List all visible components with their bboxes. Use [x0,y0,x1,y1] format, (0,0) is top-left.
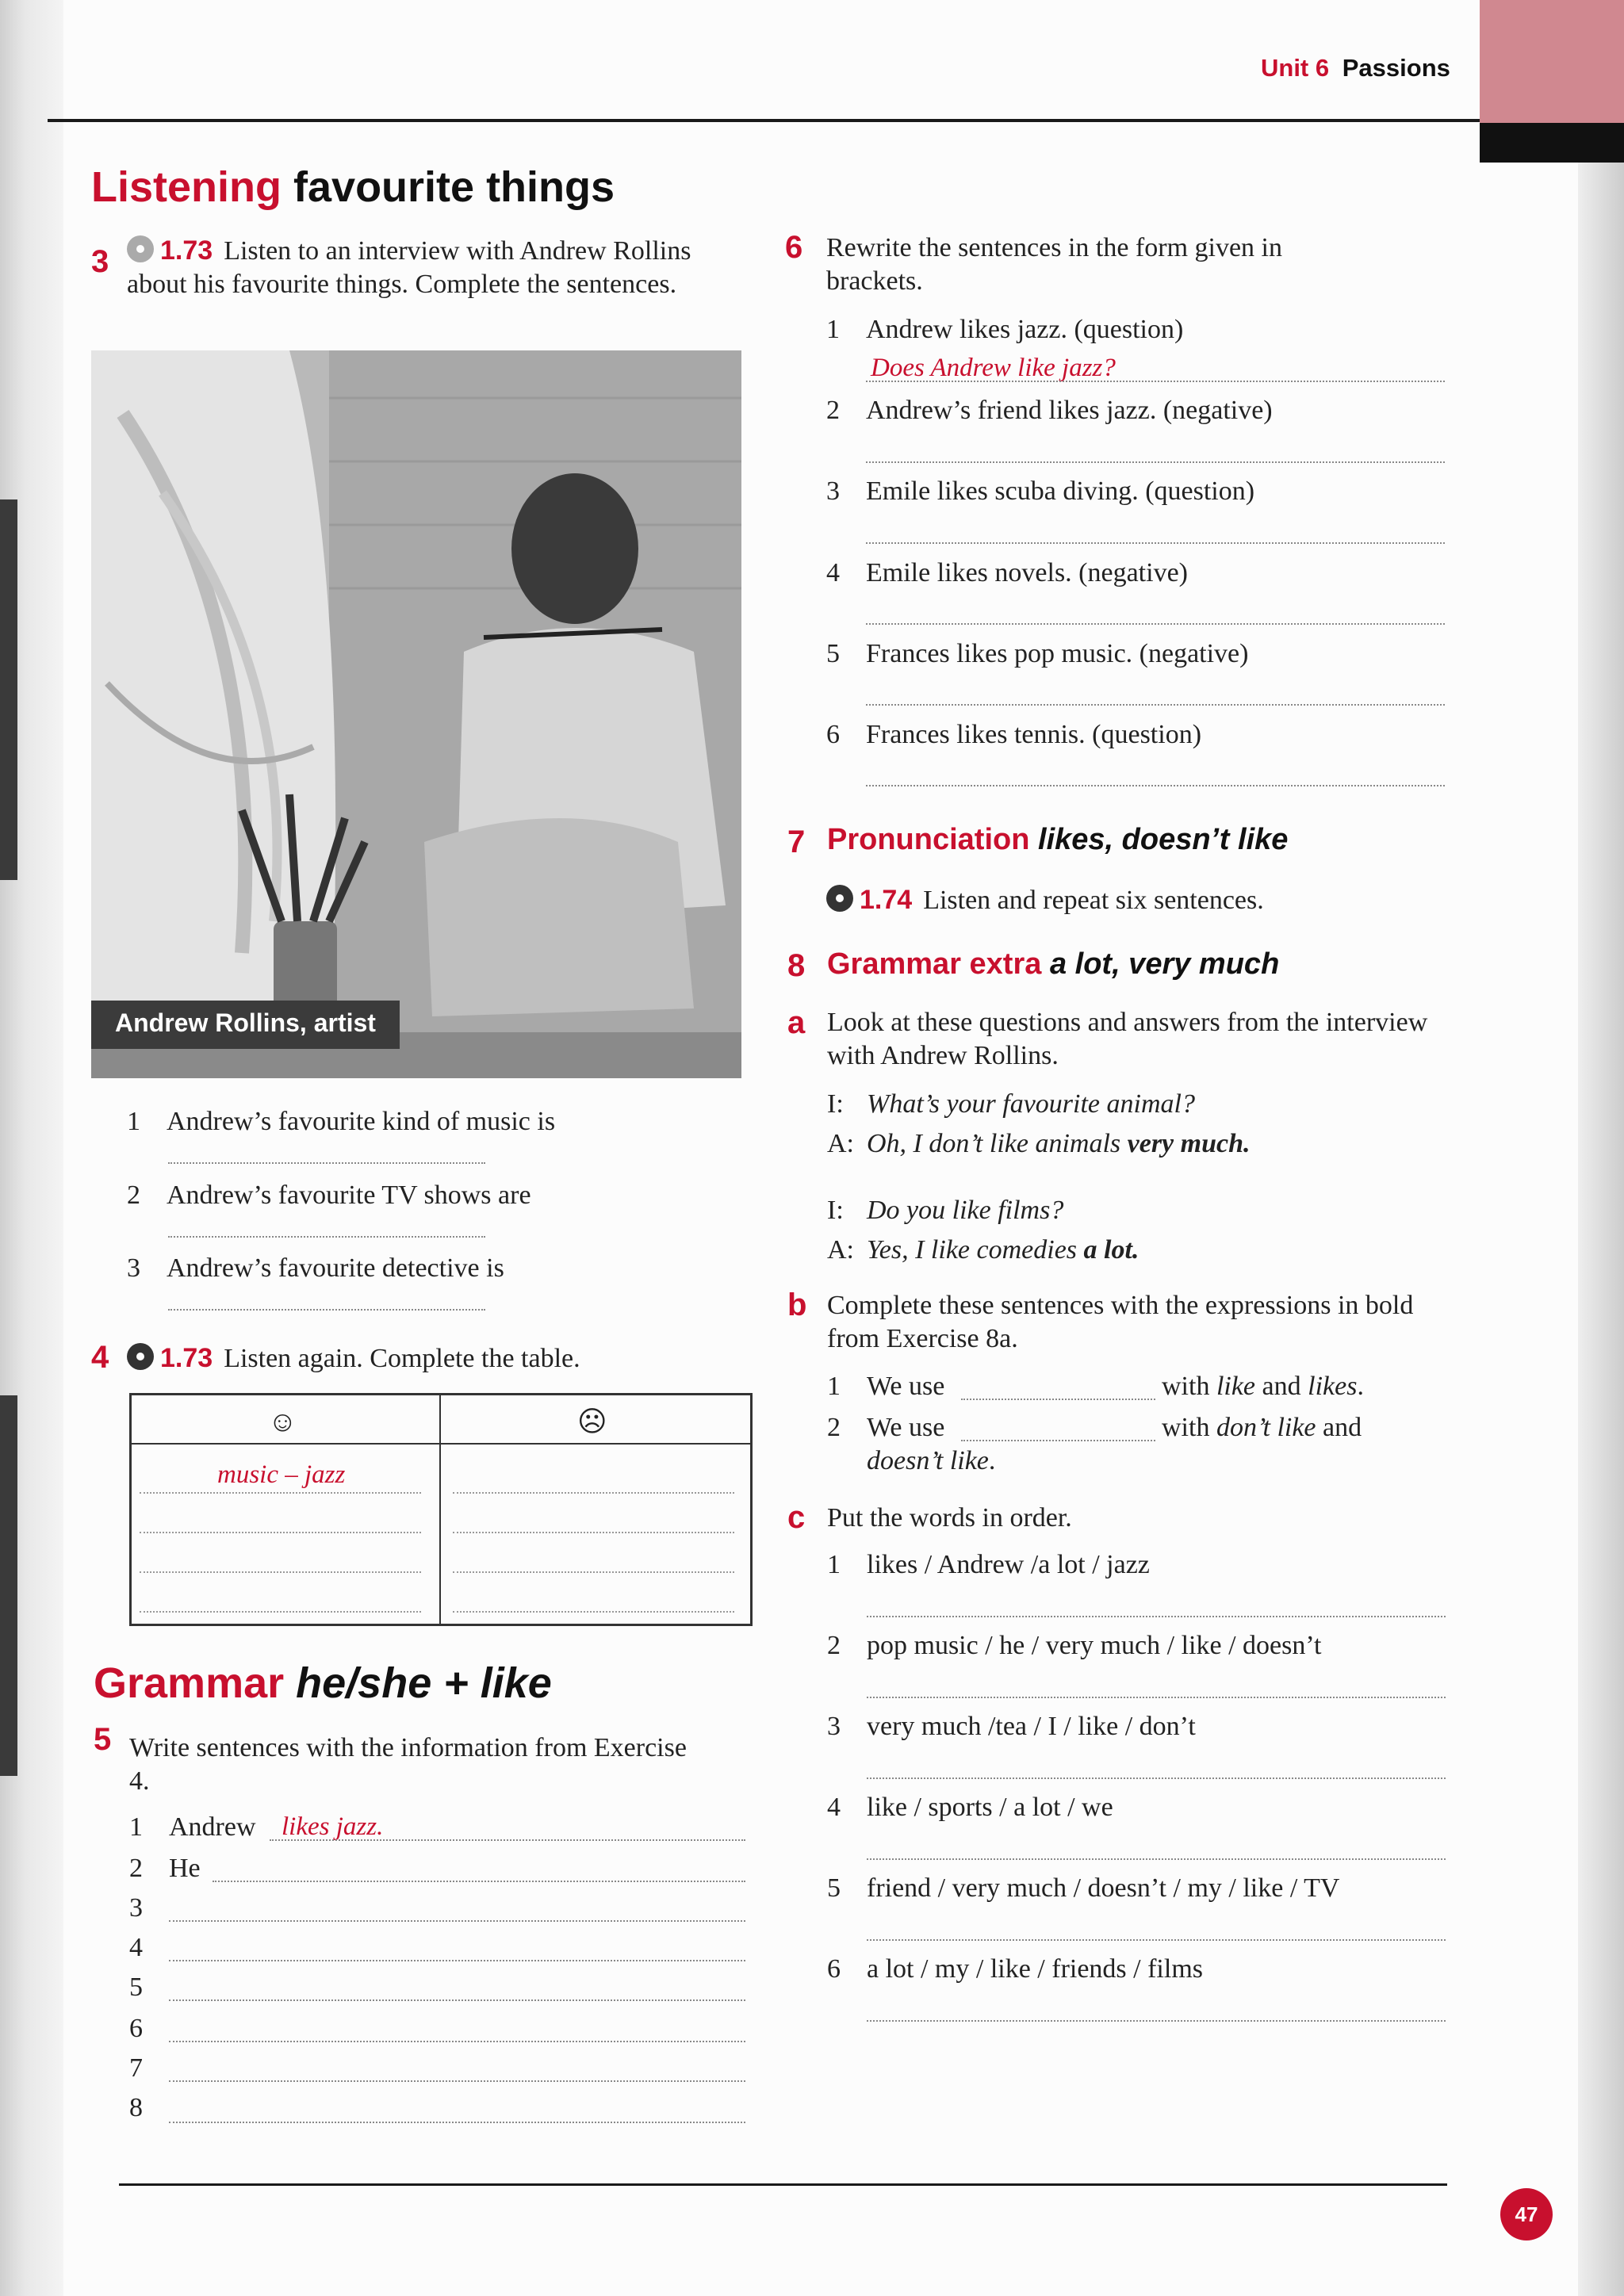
item-end-italic: like [1216,1372,1256,1401]
likes-table [129,1393,753,1626]
exercise-5-item [129,2014,169,2044]
unit-number: Unit 6 [1261,54,1330,82]
item-text: Andrew’s favourite detective is [167,1253,504,1283]
item-number: 8 [129,2093,143,2122]
item-number: 5 [827,1873,841,1903]
item-number: 5 [129,1973,143,2002]
exercise-6-item [826,720,1201,750]
item-end-text: . [988,1446,996,1475]
item-number: 4 [129,1933,143,1962]
table-line[interactable] [140,1532,421,1533]
table-line[interactable] [453,1492,734,1494]
dialogue-line [827,1196,1063,1226]
exercise-8-heading-red: Grammar extra [827,947,1042,981]
exercise-8c-item [827,1712,1196,1742]
header-rule [48,119,1483,122]
exercise-3-text: Listen to an interview with Andrew Rollins about his favourite things. Complete the sentences. [127,236,691,299]
exercise-8c-item [827,1954,1203,1984]
answer-line[interactable] [867,2020,1446,2022]
exercise-7-heading-red: Pronunciation [827,823,1030,856]
exercise-6-item [826,315,1183,345]
binding-edge-strip [0,499,17,880]
exercise-4-number: 4 [91,1340,109,1375]
answer-line[interactable] [168,1309,485,1311]
item-number: 6 [129,2014,143,2043]
audio-cd-icon[interactable] [826,885,853,912]
answer-line[interactable] [169,1999,745,2001]
exercise-6-number: 6 [785,230,803,265]
answer-line[interactable] [169,2080,745,2082]
item-text: friend / very much / doesn’t / my / like / TV [867,1873,1340,1903]
item-number: 3 [826,476,840,506]
exercise-6-item [826,558,1188,588]
item-start: We use [867,1372,945,1401]
item-number: 4 [826,558,840,587]
item-text: Frances likes pop music. (negative) [866,639,1249,668]
item-number: 2 [127,1181,140,1210]
item-number: 7 [129,2053,143,2083]
answer-line[interactable] [866,542,1445,544]
exercise-5-text: Write sentences with the information from Exercise 4. [129,1733,687,1796]
answer-line[interactable] [866,785,1445,786]
dialogue-line [827,1235,1139,1265]
item-end-italic: don’t like [1216,1413,1316,1442]
item-number: 3 [827,1712,841,1741]
answer-line[interactable] [867,1939,1446,1941]
dialogue-text: Yes, I like comedies [867,1235,1084,1265]
audio-cd-icon[interactable] [127,1343,154,1370]
exercise-8c-letter: c [787,1500,806,1535]
andrew-rollins-photo [91,350,741,1078]
item-end-text: with [1162,1413,1216,1442]
exercise-4-instructions [127,1341,580,1376]
item-number: 1 [127,1107,140,1136]
page-number: 47 [1500,2188,1553,2241]
book-binding [0,0,63,2296]
listening-heading [91,163,615,212]
answer-line[interactable] [169,2041,745,2042]
answer-line[interactable] [168,1162,485,1164]
item-text: Andrew’s favourite TV shows are [167,1181,531,1210]
exercise-5-item [129,1854,201,1884]
exercise-5-item [129,1933,169,1963]
exercise-5-example-answer: likes jazz. [282,1812,384,1841]
item-prefix: Andrew [169,1812,256,1842]
exercise-3-item [127,1253,504,1284]
item-text: Andrew’s friend likes jazz. (negative) [866,396,1273,425]
item-text: Andrew likes jazz. (question) [866,315,1184,344]
exercise-8-heading-rest: a lot, very much [1049,947,1280,981]
speaker: A: [827,1129,854,1158]
exercise-8c-item [827,1550,1150,1580]
exercise-8a-letter: a [787,1005,806,1040]
exercise-3-item [127,1107,555,1137]
exercise-8b-item [827,1413,944,1443]
smiley-face-icon: ☺ [268,1406,297,1437]
table-line[interactable] [453,1571,734,1573]
exercise-7-heading-rest: likes, doesn’t like [1038,823,1289,856]
footer-rule [119,2183,1447,2186]
dialogue-line [827,1129,1251,1159]
page-tab-band [1480,123,1624,163]
item-text: Andrew’s favourite kind of music is [167,1107,556,1136]
photo-caption: Andrew Rollins, artist [91,1001,400,1049]
answer-line[interactable] [867,1616,1446,1617]
answer-line[interactable] [867,1777,1446,1779]
exercise-5-item [129,2093,169,2123]
dialogue-text: What’s your favourite animal? [867,1089,1195,1119]
table-example-answer: music – jazz [217,1460,346,1489]
exercise-6-text: Rewrite the sentences in the form given in brackets. [826,233,1282,296]
exercise-7-heading [827,823,1288,857]
item-end-text: and [1255,1372,1308,1401]
exercise-8b-item-end [1162,1372,1364,1402]
grammar-heading-rest: he/she + like [296,1659,552,1707]
item-text: Frances likes tennis. (question) [866,720,1202,749]
exercise-8a-text: Look at these questions and answers from the interview with Andrew Rollins. [827,1008,1428,1070]
audio-track: 1.73 [160,1343,213,1373]
speaker: A: [827,1235,854,1265]
item-text: Emile likes scuba diving. (question) [866,476,1255,506]
exercise-7-number: 7 [787,825,806,859]
item-number: 6 [826,720,840,749]
answer-line[interactable] [867,1858,1446,1860]
item-text: very much /tea / I / like / don’t [867,1712,1196,1741]
grammar-heading [94,1659,552,1708]
exercise-5-item [129,1812,256,1843]
grammar-heading-red: Grammar [94,1659,285,1707]
exercise-3-number: 3 [91,244,109,279]
exercise-7-text: Listen and repeat six sentences. [923,886,1264,915]
item-number: 4 [827,1793,841,1822]
audio-cd-icon[interactable] [127,235,154,262]
answer-line[interactable] [866,623,1445,625]
item-end-text: . [1357,1372,1364,1401]
speaker: I: [827,1089,844,1119]
item-number: 5 [826,639,840,668]
item-number: 2 [826,396,840,425]
exercise-4-text: Listen again. Complete the table. [224,1344,580,1373]
exercise-3-item [127,1181,531,1211]
item-number: 2 [827,1413,841,1442]
page-edge [1578,163,1624,2296]
exercise-8b-item-cont [867,1446,995,1476]
answer-line[interactable] [213,1881,745,1882]
table-line[interactable] [453,1611,734,1613]
exercise-8b-letter: b [787,1288,807,1322]
exercise-6-item [826,396,1273,426]
table-divider [439,1395,441,1624]
exercise-8c-text: Put the words in order. [827,1503,1072,1533]
exercise-8c-item [827,1631,1322,1661]
audio-track: 1.74 [860,885,913,915]
exercise-8b-text: Complete these sentences with the expressions in bold from Exercise 8a. [827,1291,1414,1353]
item-prefix: He [169,1854,201,1883]
answer-line[interactable] [169,1920,745,1922]
item-end-italic: doesn’t like [867,1446,989,1475]
exercise-8b-item-end [1162,1413,1362,1443]
exercise-7-instructions [826,883,1264,917]
answer-line[interactable] [866,704,1445,706]
item-number: 3 [129,1893,143,1923]
item-number: 1 [827,1550,841,1579]
item-number: 2 [827,1631,841,1660]
unit-title: Passions [1342,54,1450,82]
item-end-text: and [1316,1413,1362,1442]
dialogue-bold: a lot. [1083,1235,1139,1265]
exercise-8b-item [827,1372,944,1402]
exercise-3-instructions [127,234,714,301]
item-text: a lot / my / like / friends / films [867,1954,1204,1984]
table-line[interactable] [140,1611,421,1613]
item-text: Emile likes novels. (negative) [866,558,1188,587]
item-text: likes / Andrew /a lot / jazz [867,1550,1150,1579]
speaker: I: [827,1196,844,1225]
exercise-5-number: 5 [94,1722,112,1757]
exercise-8c-item [827,1873,1339,1904]
exercise-8-heading [827,947,1279,982]
answer-line[interactable] [866,381,1445,382]
exercise-6-item [826,476,1254,507]
unit-label [1261,54,1450,82]
exercise-5-item [129,1973,169,2003]
audio-track: 1.73 [160,235,213,266]
answer-line[interactable] [169,2122,745,2123]
dialogue-bold: very much. [1127,1129,1251,1158]
item-number: 2 [129,1854,143,1883]
answer-blank[interactable] [961,1440,1155,1441]
item-text: pop music / he / very much / like / doesn’t [867,1631,1322,1660]
dialogue-line [827,1089,1195,1119]
item-number: 1 [129,1812,143,1842]
item-end-text: with [1162,1372,1216,1401]
table-line[interactable] [140,1571,421,1573]
exercise-6-item [826,639,1248,669]
binding-edge-strip [0,1395,17,1776]
answer-line[interactable] [270,1839,745,1841]
item-number: 1 [827,1372,841,1401]
listening-heading-rest: favourite things [293,163,615,211]
exercise-8c-item [827,1793,1113,1823]
exercise-5-item [129,1893,169,1923]
sad-face-icon: ☹ [577,1406,607,1437]
table-divider [132,1443,750,1445]
exercise-8-number: 8 [787,948,806,983]
listening-heading-red: Listening [91,163,282,211]
table-line[interactable] [453,1532,734,1533]
answer-line[interactable] [866,461,1445,463]
photo-illustration [91,350,741,1078]
table-line[interactable] [140,1492,421,1494]
answer-line[interactable] [867,1697,1446,1698]
answer-line[interactable] [169,1960,745,1961]
item-start: We use [867,1413,945,1442]
dialogue-text: Do you like films? [867,1196,1064,1225]
item-end-italic: likes [1308,1372,1358,1401]
item-number: 3 [127,1253,140,1283]
item-number: 6 [827,1954,841,1984]
answer-blank[interactable] [961,1399,1155,1400]
exercise-6-example-answer: Does Andrew like jazz? [871,354,1116,382]
item-number: 1 [826,315,840,344]
dialogue-text: Oh, I don’t like animals [867,1129,1128,1158]
answer-line[interactable] [168,1236,485,1238]
exercise-5-item [129,2053,169,2084]
item-text: like / sports / a lot / we [867,1793,1113,1822]
